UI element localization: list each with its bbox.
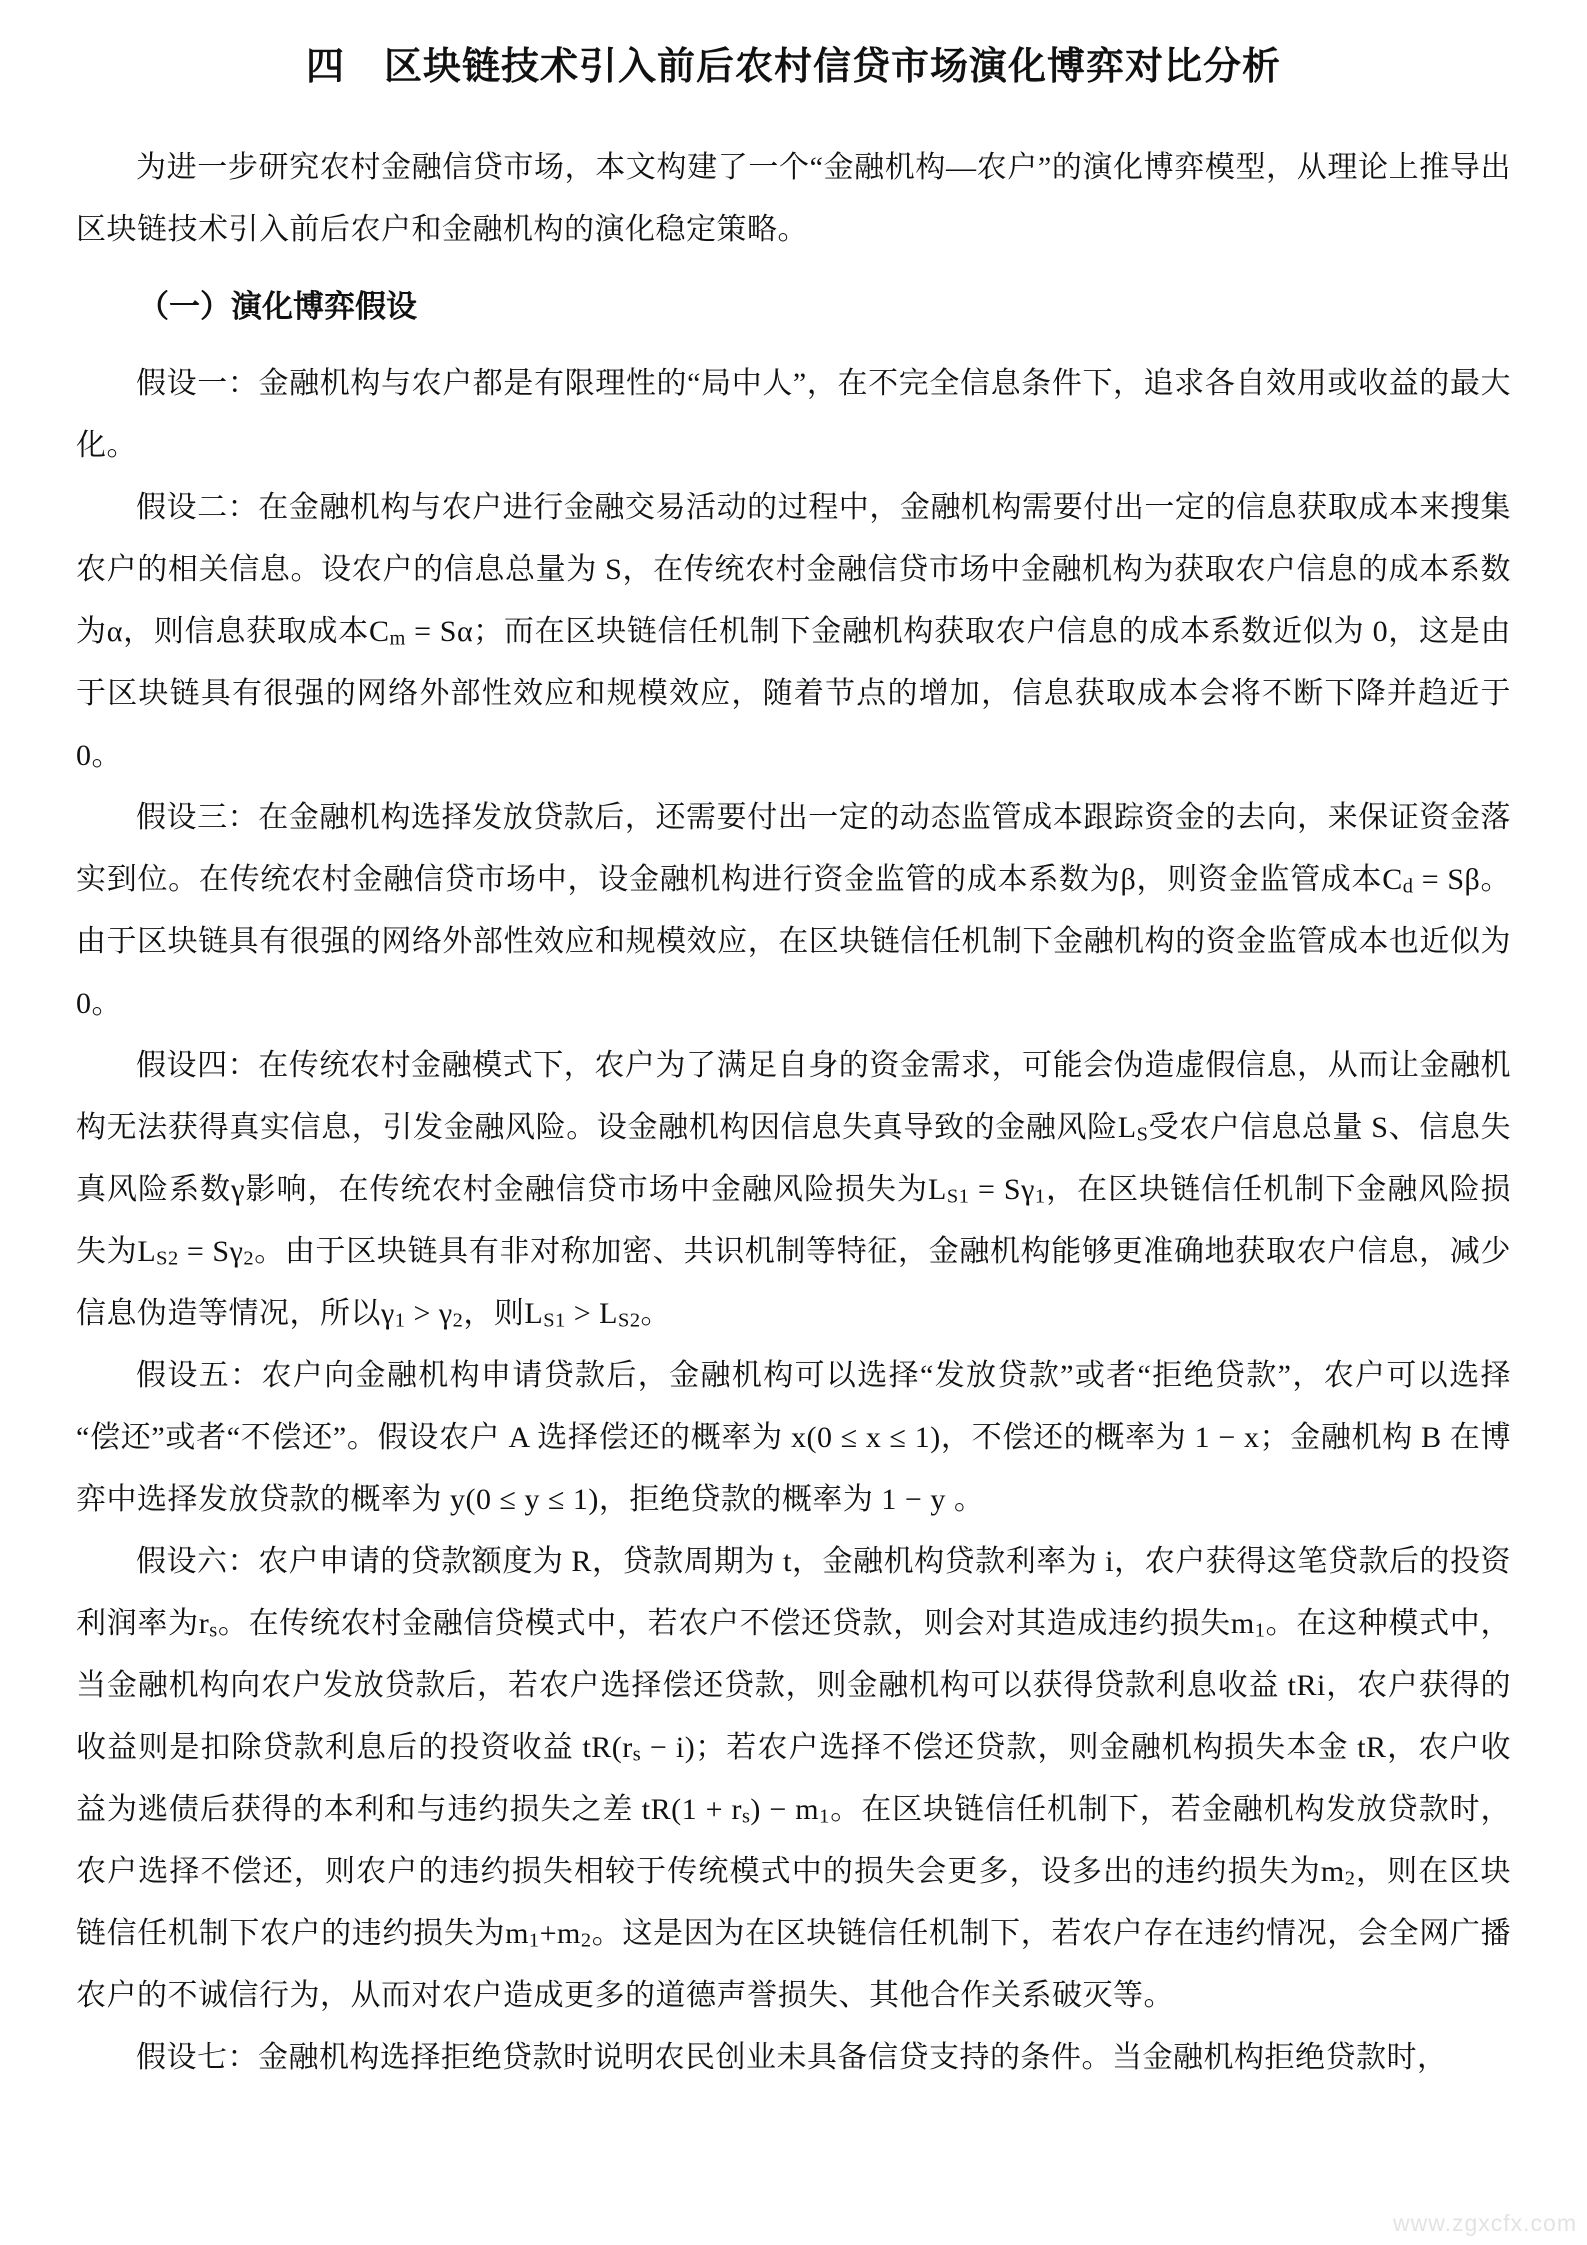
paragraph-hypothesis-4: 假设四：在传统农村金融模式下，农户为了满足自身的资金需求，可能会伪造虚假信息，从而让金融机构无法获得真实信息，引发金融风险。设金融机构因信息失真导致的金融风险$L_S$受农户信息总量 S、信息失真风险系数γ影响，在传统农村金融信贷市场中金融风险损失为$L_{S1} = S\gamma_1$，在区块链信任机制下金融风险损失为$L_{S2} = S\gamma_2$。由于区块链具有非对称加密、共识机制等特征，金融机构能够更准确地获取农户信息，减少信息伪造等情况，所以$\gamma_1 > \gamma_2$，则$L_{S1} > L_{S2}$。 xyxy=(76,1049,1512,1332)
page-title: 四 区块链技术引入前后农村信贷市场演化博弈对比分析 xyxy=(305,46,1281,88)
intro-paragraph: 为进一步研究农村金融信贷市场，本文构建了一个“金融机构—农户”的演化博弈模型，从理论上推导出区块链技术引入前后农户和金融机构的演化稳定策略。 xyxy=(76,151,1511,247)
paragraph-hypothesis-2: 假设二：在金融机构与农户进行金融交易活动的过程中，金融机构需要付出一定的信息获取成本来搜集农户的相关信息。设农户的信息总量为 S，在传统农村金融信贷市场中金融机构为获取农户信息的成本系数为α，则信息获取成本$C_m = S\alpha$；而在区块链信任机制下金融机构获取农户信息的成本系数近似为 0，这是由于区块链具有很强的网络外部性效应和规模效应，随着节点的增加，信息获取成本会将不断下降并趋近于 0。 xyxy=(76,491,1511,773)
watermark: www.zgxcfx.com xyxy=(1393,2210,1577,2236)
paragraph-hypothesis-3: 假设三：在金融机构选择发放贷款后，还需要付出一定的动态监管成本跟踪资金的去向，来保证资金落实到位。在传统农村金融信贷市场中，设金融机构进行资金监管的成本系数为β，则资金监管成本$C_d = S\beta$。由于区块链具有很强的网络外部性效应和规模效应，在区块链信任机制下金融机构的资金监管成本也近似为 0。 xyxy=(76,801,1511,1021)
section-heading: （一）演化博弈假设 xyxy=(138,289,417,325)
paragraph-hypothesis-5: 假设五：农户向金融机构申请贷款后，金融机构可以选择“发放贷款”或者“拒绝贷款”，农户可以选择“偿还”或者“不偿还”。假设农户 A 选择偿还的概率为 x(0 ≤ x ≤ 1)，不偿还的概率为 1 − x；金融机构 B 在博弈中选择发放贷款的概率为 y(0 ≤ y ≤ 1)，拒绝贷款的概率为 1 − y 。 xyxy=(76,1359,1511,1517)
paragraph-hypothesis-1: 假设一：金融机构与农户都是有限理性的“局中人”，在不完全信息条件下，追求各自效用或收益的最大化。 xyxy=(76,367,1511,463)
paragraph-hypothesis-7: 假设七：金融机构选择拒绝贷款时说明农民创业未具备信贷支持的条件。当金融机构拒绝贷款时， xyxy=(136,2041,1448,2075)
paragraph-hypothesis-6: 假设六：农户申请的贷款额度为 R，贷款周期为 t，金融机构贷款利率为 i，农户获得这笔贷款后的投资利润率为$r_s$。在传统农村金融信贷模式中，若农户不偿还贷款，则会对其造成违约损失$m_1$。在这种模式中，当金融机构向农户发放贷款后，若农户选择偿还贷款，则金融机构可以获得贷款利息收益 tRi，农户获得的收益则是扣除贷款利息后的投资收益 $tR(r_s - i)$；若农户选择不偿还贷款，则金融机构损失本金 tR，农户收益为逃债后获得的本利和与违约损失之差 $tR(1 + r_s) - m_1$。在区块链信任机制下，若金融机构发放贷款时，农户选择不偿还，则农户的违约损失相较于传统模式中的损失会更多，设多出的违约损失为$m_2$，则在区块链信任机制下农户的违约损失为$m_1+m_2$。这是因为在区块链信任机制下，若农户存在违约情况，会全网广播农户的不诚信行为，从而对农户造成更多的道德声誉损失、其他合作关系破灭等。 xyxy=(76,1545,1512,2013)
